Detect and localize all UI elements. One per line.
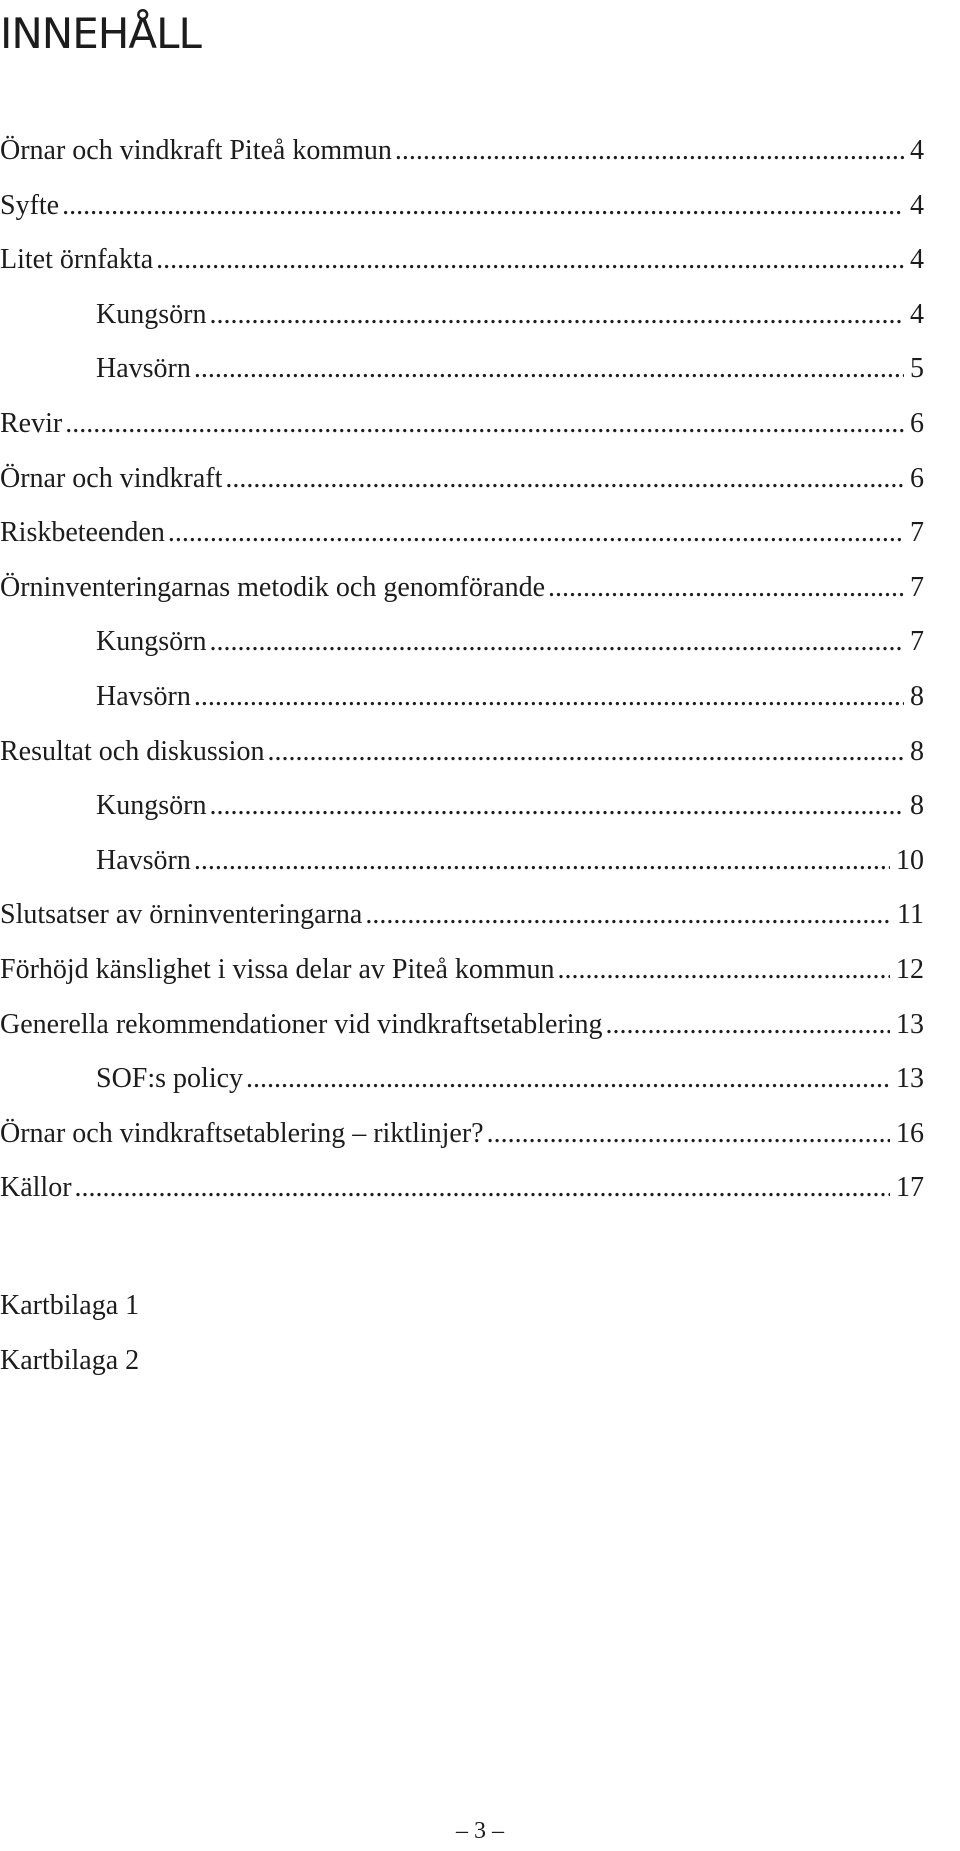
toc-entry-title: Kungsörn [96,790,207,822]
toc-entry[interactable] [0,561,924,616]
toc-dot-leader [548,561,904,616]
toc-entry[interactable] [0,506,924,561]
toc-dot-leader [168,506,904,561]
appendix-item[interactable]: Kartbilaga 2 [0,1344,140,1376]
toc-entry-page: 7 [910,571,924,603]
toc-entry[interactable] [0,998,924,1053]
toc-entry-page: 6 [910,462,924,494]
toc-entry-page: 6 [910,407,924,439]
toc-entry[interactable] [0,725,924,780]
toc-entry[interactable] [0,233,924,288]
toc-dot-leader [75,1161,890,1216]
toc-entry[interactable] [0,1161,924,1216]
toc-entry-page: 7 [910,517,924,549]
toc-entry-title: Havsörn [96,353,191,385]
toc-dot-leader [194,834,890,889]
toc-entry[interactable] [0,670,924,725]
appendix-list [0,1279,139,1388]
page-title: INNEHÅLL [0,9,201,58]
toc-entry-page: 4 [910,244,924,276]
toc-dot-leader [194,342,904,397]
toc-entry-page: 13 [896,1063,924,1095]
toc-entry[interactable] [0,888,924,943]
toc-entry-title: Syfte [0,189,60,221]
toc-entry-title: Örninventeringarnas metodik och genomförande [0,571,546,603]
table-of-contents [0,124,924,1216]
toc-entry-page: 10 [896,844,924,876]
toc-entry[interactable] [0,452,924,507]
toc-entry-title: Slutsatser av örninventeringarna [0,899,363,931]
toc-entry-page: 4 [910,189,924,221]
toc-dot-leader [487,1107,890,1162]
toc-entry-page: 13 [896,1008,924,1040]
toc-dot-leader [65,397,904,452]
toc-entry-title: Kungsörn [96,298,207,330]
toc-dot-leader [267,725,904,780]
toc-dot-leader [209,288,904,343]
toc-entry-page: 11 [897,899,924,931]
toc-entry-page: 12 [896,953,924,985]
toc-entry-title: Kungsörn [96,626,207,658]
toc-entry-page: 8 [910,790,924,822]
toc-entry[interactable] [0,834,924,889]
page-number: – 3 – [456,1818,504,1844]
toc-entry-title: Revir [0,407,63,439]
toc-dot-leader [62,179,904,234]
toc-dot-leader [225,452,904,507]
toc-entry-title: Generella rekommendationer vid vindkraftsetablering [0,1008,603,1040]
toc-entry-page: 4 [910,135,924,166]
toc-entry-title: Örnar och vindkraft [0,462,223,494]
toc-entry-title: SOF:s policy [96,1063,244,1095]
toc-entry-title: Havsörn [96,680,191,712]
toc-entry[interactable] [0,342,924,397]
toc-entry-page: 4 [910,298,924,330]
toc-entry-title: Örnar och vindkraft Piteå kommun [0,135,392,166]
toc-dot-leader [246,1052,890,1107]
toc-dot-leader [365,888,891,943]
toc-entry-title: Örnar och vindkraftsetablering – riktlinjer? [0,1117,484,1149]
toc-dot-leader [194,670,904,725]
toc-entry-page: 8 [910,735,924,767]
toc-entry-title: Förhöjd känslighet i vissa delar av Piteå kommun [0,953,555,985]
toc-entry-title: Havsörn [96,844,191,876]
toc-entry-page: 7 [910,626,924,658]
toc-entry-page: 16 [896,1117,924,1149]
toc-dot-leader [606,998,890,1053]
toc-entry-title: Riskbeteenden [0,517,165,549]
appendix-item[interactable]: Kartbilaga 1 [0,1290,140,1321]
toc-entry[interactable] [0,1052,924,1107]
toc-entry-title: Källor [0,1172,72,1204]
toc-entry-title: Litet örnfakta [0,244,154,276]
toc-entry-page: 8 [910,680,924,712]
toc-entry[interactable] [0,397,924,452]
toc-dot-leader [156,233,904,288]
toc-entry[interactable] [0,288,924,343]
toc-entry[interactable] [0,124,924,179]
toc-entry-page: 17 [896,1172,924,1204]
toc-entry[interactable] [0,615,924,670]
toc-entry[interactable] [0,1107,924,1162]
toc-dot-leader [557,943,890,998]
toc-dot-leader [209,779,904,834]
toc-entry[interactable] [0,779,924,834]
toc-entry[interactable] [0,179,924,234]
toc-entry[interactable] [0,943,924,998]
toc-entry-page: 5 [910,353,924,385]
toc-dot-leader [209,615,904,670]
toc-entry-title: Resultat och diskussion [0,735,265,767]
toc-dot-leader [395,124,904,179]
